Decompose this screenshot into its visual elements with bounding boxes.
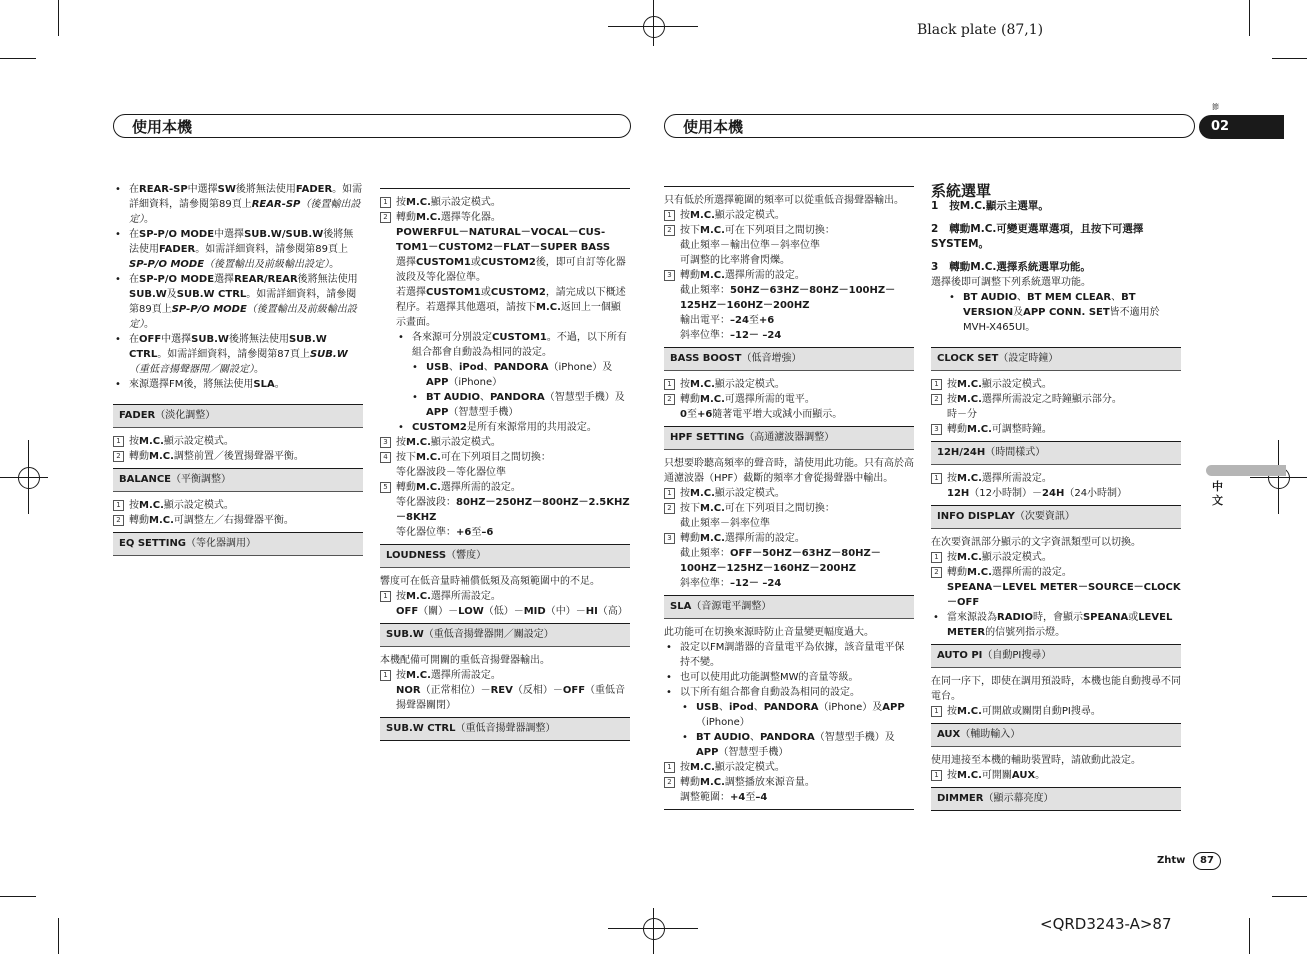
list-item: • USB、iPod、PANDORA（iPhone）及APP（iPhone） (380, 360, 630, 390)
step-detail: 斜率位準：–12－ –24 (680, 578, 782, 589)
paragraph: 本機配備可開關的重低音揚聲器輸出。 (380, 655, 550, 666)
paragraph: 選擇後即可調整下列系統選單功能。 (931, 277, 1091, 288)
paragraph: 此功能可在切換來源時防止音量變更幅度過大。 (664, 627, 874, 638)
list-item: • 設定以FM調諧器的音量電平為依據，該音量電平保持不變。 (664, 640, 914, 670)
step-item: 1 按M.C.顯示設定模式。 (113, 498, 363, 513)
trim-mark (1272, 896, 1307, 897)
step-item: 1 按M.C.選擇所需設定。 (380, 668, 630, 683)
step-item: 2 轉動M.C.調整播放來源音量。 (664, 775, 914, 790)
custom-note: 若選擇CUSTOM1或CUSTOM2，請完成以下概述程序。若選擇其他選項，請按下M.C.返回上一個顯示畫面。 (396, 287, 626, 328)
list-item: • CUSTOM2是所有來源常用的共用設定。 (380, 420, 630, 435)
step-item: 3 轉動M.C.選擇所需的設定。 (664, 531, 914, 546)
trim-mark (1272, 58, 1307, 59)
list-item: • BT AUDIO、PANDORA（智慧型手機）及APP（智慧型手機） (380, 390, 630, 420)
step-item: 2 按下M.C.可在下列項目之間切換： (664, 501, 914, 516)
language-side-tab (1206, 465, 1286, 476)
registration-mark (643, 918, 665, 940)
paragraph: 響度可在低音量時補償低頻及高頻範圍中的不足。 (380, 576, 600, 587)
plate-label: Black plate (87,1) (917, 22, 1044, 38)
chapter-title-left: 使用本機 (113, 114, 631, 138)
list-item: • 在SP-P/O MODE選擇REAR/REAR後將無法使用SUB.W及SUB.W CTRL。如需詳細資料，請參閱第89頁上SP-P/O MODE（後置輸出及前級輸出設定）。 (113, 272, 363, 332)
step-item: 3 轉動M.C.選擇系統選單功能。 (931, 261, 1091, 273)
step-item: 1 按M.C.顯示設定模式。 (664, 208, 914, 223)
registration-mark (653, 0, 654, 46)
step-detail: 截止頻率：OFF－50HZ－63HZ－80HZ－100HZ－125HZ－160HZ－200HZ (680, 548, 881, 574)
step-item: 2 轉動M.C.選擇等化器。 (380, 210, 630, 225)
step-detail: 等化器波段－等化器位準 (396, 467, 506, 478)
section-heading-auto-pi: AUTO PI（自動PI搜尋） (931, 644, 1181, 668)
step-detail: 等化器波段：80HZ－250HZ－800HZ－2.5KHZ－8KHZ (396, 497, 630, 523)
step-detail: 等化器位準：+6至–6 (396, 527, 494, 538)
section-heading-aux: AUX（輔助輸入） (931, 723, 1181, 747)
column-2 (380, 188, 630, 747)
list-item: • 來源選擇FM後，將無法使用SLA。 (113, 377, 363, 392)
step-item: 3 轉動M.C.選擇所需的設定。 (664, 268, 914, 283)
list-item: • 各來源可分別設定CUSTOM1。不過，以下所有組合都會自動設為相同的設定。 (380, 330, 630, 360)
step-item: 4 按下M.C.可在下列項目之間切換： (380, 450, 630, 465)
list-item: • 當來源設為RADIO時，會顯示SPEANA或LEVEL METER的信號列指示燈。 (931, 610, 1181, 640)
registration-mark (653, 908, 654, 954)
list-item: • USB、iPod、PANDORA（iPhone）及APP（iPhone） (664, 700, 914, 730)
chapter-title-right: 使用本機 (664, 114, 1195, 138)
step-item: 1 按M.C.顯示設定模式。 (931, 377, 1181, 392)
step-detail: 12H（12小時制）－24H（24小時制） (947, 488, 1128, 499)
list-item: • BT AUDIO、BT MEM CLEAR、BT VERSION及APP CONN. SET皆不適用於MVH-X465UI。 (931, 290, 1181, 335)
step-detail: 可調整的比率將會閃爍。 (680, 255, 790, 266)
step-detail: 調整範圍：+4至–4 (680, 792, 768, 803)
step-item: 2 轉動M.C.可選擇所需的電平。 (664, 392, 914, 407)
section-heading-eq-setting: EQ SETTING（等化器調用） (113, 532, 363, 556)
list-item: • 在SP-P/O MODE中選擇SUB.W/SUB.W後將無法使用FADER。如需詳細資料，請參閱第89頁上SP-P/O MODE（後置輸出及前級輸出設定）。 (113, 227, 363, 272)
step-detail: 截止頻率：50HZ－63HZ－80HZ－100HZ－125HZ－160HZ－200HZ (680, 285, 896, 311)
step-detail: 截止頻率－斜率位準 (680, 518, 770, 529)
section-heading-balance: BALANCE（平衡調整） (113, 468, 363, 492)
step-item: 2 按M.C.選擇所需設定之時鐘顯示部分。 (931, 392, 1181, 407)
trim-mark (58, 918, 59, 954)
list-item: • BT AUDIO、PANDORA（智慧型手機）及APP（智慧型手機） (664, 730, 914, 760)
list-item: • 也可以使用此功能調整MW的音量等級。 (664, 670, 914, 685)
step-item: 1 按M.C.顯示設定模式。 (113, 434, 363, 449)
trim-mark (0, 58, 36, 59)
registration-mark (28, 440, 29, 514)
step-detail: OFF（關）－LOW（低）－MID（中）－HI（高） (396, 606, 628, 617)
registration-mark (18, 467, 40, 489)
section-heading-subw: SUB.W（重低音揚聲器開／關設定） (380, 623, 630, 647)
section-heading-sla: SLA（音源電平調整） (664, 595, 914, 619)
step-item: 3 轉動M.C.可調整時鐘。 (931, 422, 1181, 437)
trim-mark (1249, 0, 1250, 36)
trim-mark (0, 896, 36, 897)
custom-note: 選擇CUSTOM1或CUSTOM2後，即可自訂等化器波段及等化器位準。 (396, 257, 626, 283)
step-item: 1 按M.C.可開啟或關閉自動PI搜尋。 (931, 704, 1181, 719)
trim-mark (1249, 918, 1250, 954)
trim-mark (58, 0, 59, 36)
step-item: 1 按M.C.顯示設定模式。 (664, 377, 914, 392)
step-item: 2 轉動M.C.可變更選單選項，且按下可選擇SYSTEM。 (931, 223, 1144, 250)
step-item: 2 按下M.C.可在下列項目之間切換： (664, 223, 914, 238)
step-detail: SPEANA－LEVEL METER－SOURCE－CLOCK－OFF (947, 582, 1181, 608)
section-heading-clock-set: CLOCK SET（設定時鐘） (931, 347, 1181, 371)
section-heading-bass-boost: BASS BOOST（低音增強） (664, 347, 914, 371)
step-detail: 0至+6隨著電平增大或減小而顯示。 (680, 409, 843, 420)
section-heading-fader: FADER（淡化調整） (113, 404, 363, 428)
registration-mark (1278, 440, 1279, 514)
paragraph: 只有低於所選擇範圍的頻率可以從重低音揚聲器輸出。 (664, 195, 904, 206)
step-item: 1 按M.C.可開關AUX。 (931, 768, 1181, 783)
section-heading-hpf-setting: HPF SETTING（高通濾波器調整） (664, 426, 914, 450)
page-number: 87 (1193, 852, 1221, 870)
paragraph: 在同一序下，即使在調用預設時，本機也能自動搜尋不同電台。 (931, 676, 1181, 702)
list-item: • 在OFF中選擇SUB.W後將無法使用SUB.W CTRL。如需詳細資料，請參閱第87頁上SUB.W（重低音揚聲器開／關設定）。 (113, 332, 363, 377)
step-detail: NOR（正常相位）－REV（反相）－OFF（重低音揚聲器關閉） (396, 685, 626, 711)
step-item: 5 轉動M.C.選擇所需的設定。 (380, 480, 630, 495)
step-item: 1 按M.C.顯示設定模式。 (664, 486, 914, 501)
section-heading-12h-24h: 12H/24H（時間樣式） (931, 441, 1181, 465)
list-item: • 在REAR-SP中選擇SW後將無法使用FADER。如需詳細資料，請參閱第89頁上REAR-SP（後置輸出設定）。 (113, 182, 363, 227)
section-heading-dimmer: DIMMER（顯示幕亮度） (931, 787, 1181, 811)
step-detail: 輸出電平：–24至+6 (680, 315, 775, 326)
section-label: 節 (1212, 103, 1219, 111)
step-item: 2 轉動M.C.調整前置／後置揚聲器平衡。 (113, 449, 363, 464)
list-item: • 以下所有組合都會自動設為相同的設定。 (664, 685, 914, 700)
step-item: 1 按M.C.選擇所需設定。 (931, 471, 1181, 486)
eq-list: POWERFUL－NATURAL－VOCAL－CUS-TOM1－CUSTOM2－FLAT－SUPER BASS (396, 227, 611, 253)
section-title: 系統選單 (931, 182, 992, 200)
step-item: 1 按M.C.選擇所需設定。 (380, 589, 630, 604)
column-4 (931, 184, 1181, 817)
step-item: 3 按M.C.顯示設定模式。 (380, 435, 630, 450)
paragraph: 在次要資訊部分顯示的文字資訊類型可以切換。 (931, 537, 1141, 548)
footer-language: Zhtw (1157, 855, 1186, 866)
section-heading-subw-ctrl: SUB.W CTRL（重低音揚聲器調整） (380, 717, 630, 741)
step-detail: 時－分 (947, 409, 977, 420)
section-number: 02 (1199, 115, 1284, 139)
step-detail: 斜率位準：–12－ –24 (680, 330, 782, 341)
step-detail: 截止頻率－輸出位準－斜率位準 (680, 240, 820, 251)
step-item: 1 按M.C.顯示設定模式。 (664, 760, 914, 775)
registration-mark (0, 477, 48, 478)
column-1 (113, 182, 363, 562)
document-code: <QRD3243-A>87 (1040, 915, 1172, 933)
side-language-label: 中文 (1212, 480, 1223, 507)
step-item: 1 按M.C.顯示主選單。 (931, 200, 1049, 212)
step-item: 2 轉動M.C.可調整左／右揚聲器平衡。 (113, 513, 363, 528)
step-item: 1 按M.C.顯示設定模式。 (380, 195, 630, 210)
section-heading-loudness: LOUDNESS（響度） (380, 544, 630, 568)
column-3 (664, 186, 914, 810)
step-item: 1 按M.C.顯示設定模式。 (931, 550, 1181, 565)
step-item: 2 轉動M.C.選擇所需的設定。 (931, 565, 1181, 580)
registration-mark (643, 16, 665, 38)
paragraph: 只想要聆聽高頻率的聲音時，請使用此功能。只有高於高通濾波器（HPF）截斷的頻率才會從揚聲器中輸出。 (664, 458, 914, 484)
section-heading-info-display: INFO DISPLAY（次要資訊） (931, 505, 1181, 529)
paragraph: 使用連接至本機的輔助裝置時，請啟動此設定。 (931, 755, 1141, 766)
